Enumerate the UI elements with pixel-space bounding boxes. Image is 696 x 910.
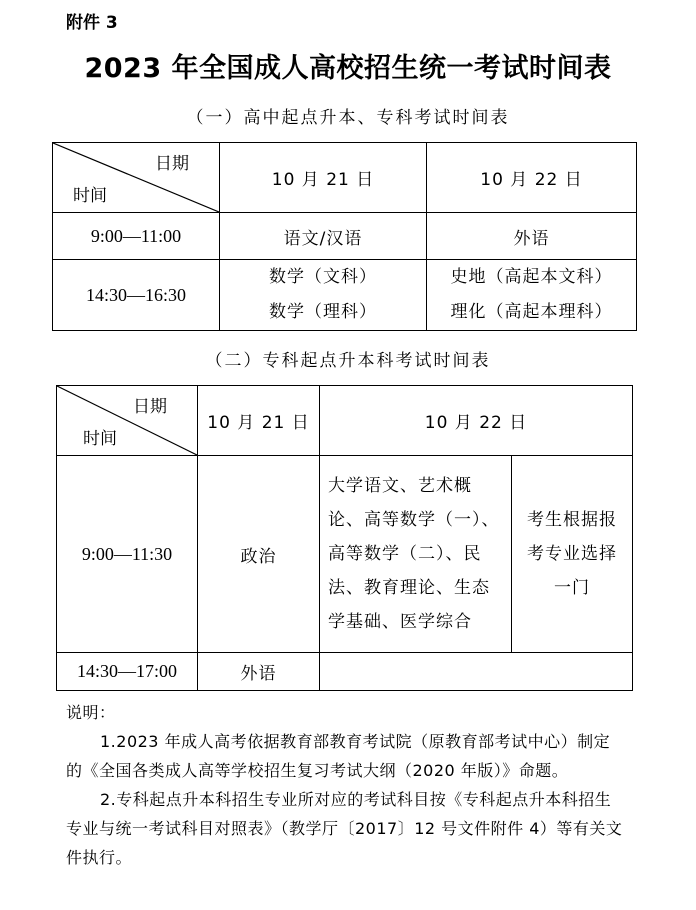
table2-day1-header: 10 月 21 日 — [198, 386, 320, 456]
table2-row-morning — [57, 456, 633, 653]
table1-corner-cell — [53, 143, 220, 213]
subject-line: 高等数学（二）、民 — [328, 544, 482, 564]
date-header-label: 日期 — [133, 397, 167, 417]
table1-day2-header: 10 月 22 日 — [427, 143, 637, 213]
table1-morning-day1: 语文/汉语 — [220, 213, 427, 260]
table1-time-morning: 9:00—11:00 — [53, 213, 220, 260]
note-item-2: 2.专科起点升本科招生专业所对应的考试科目按《专科起点升本科招生专业与统一考试科目对照表》（教学厅〔2017〕12 号文件附件 4）等有关文件执行。 — [66, 790, 623, 867]
table2-morning-day1: 政治 — [198, 456, 320, 653]
notes-heading: 说明： — [66, 703, 116, 722]
choose-line: 一门 — [554, 578, 590, 598]
subject-line: 学基础、医学综合 — [328, 612, 472, 632]
subject-item: 史地（高起本文科） — [450, 267, 613, 287]
table1-afternoon-day2 — [427, 260, 637, 331]
table2-morning-day2-note — [512, 456, 633, 653]
table1-time-afternoon: 14:30—16:30 — [53, 260, 220, 331]
attachment-label: 附件 3 — [66, 13, 118, 33]
subject-item: 理化（高起本理科） — [450, 302, 613, 322]
note-item-1: 1.2023 年成人高考依据教育部教育考试院（原教育部考试中心）制定的《全国各类成人高等学校招生复习考试大纲（2020 年版）》命题。 — [66, 732, 611, 780]
section1-heading: （一）高中起点升本、专科考试时间表 — [186, 108, 510, 128]
table2-afternoon-day2 — [320, 653, 633, 691]
table1-afternoon-day1 — [220, 260, 427, 331]
table1-morning-day2: 外语 — [427, 213, 637, 260]
subject-item: 数学（文科） — [269, 267, 377, 287]
table2-afternoon-day1: 外语 — [198, 653, 320, 691]
subject-line: 法、教育理论、生态 — [328, 578, 490, 598]
table1-day1-header: 10 月 21 日 — [220, 143, 427, 213]
date-header-label: 日期 — [155, 154, 189, 174]
time-header-label: 时间 — [83, 429, 117, 449]
table2-morning-day2-subjects — [320, 456, 512, 653]
diagonal-line — [57, 386, 197, 455]
table1-row-afternoon — [53, 260, 637, 331]
table1-header-row — [53, 143, 637, 213]
table2-header-row — [57, 386, 633, 456]
notes-section — [66, 698, 626, 872]
table2-time-afternoon: 14:30—17:00 — [57, 653, 198, 691]
table1-row-morning — [53, 213, 637, 260]
subject-line: 论、高等数学（一）、 — [328, 510, 500, 530]
choose-line: 考专业选择 — [527, 544, 617, 564]
subject-item: 数学（理科） — [269, 302, 377, 322]
choose-line: 考生根据报 — [527, 510, 617, 530]
table2-day2-header: 10 月 22 日 — [320, 386, 633, 456]
table2-time-morning: 9:00—11:30 — [57, 456, 198, 653]
schedule-table-2 — [56, 385, 633, 691]
table2-corner-cell — [57, 386, 198, 456]
page-title: 2023 年全国成人高校招生统一考试时间表 — [84, 53, 612, 84]
subject-line: 大学语文、艺术概 — [328, 476, 472, 496]
section2-heading: （二）专科起点升本科考试时间表 — [205, 351, 491, 371]
table2-row-afternoon — [57, 653, 633, 691]
time-header-label: 时间 — [73, 186, 107, 206]
schedule-table-1 — [52, 142, 637, 331]
